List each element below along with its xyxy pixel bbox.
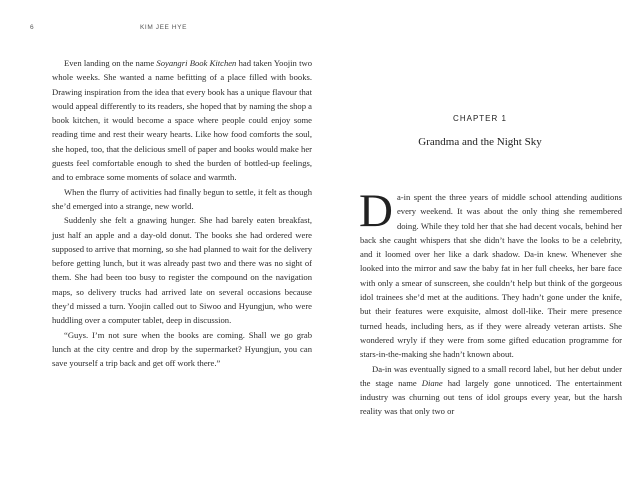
- page-number: 6: [30, 24, 35, 31]
- paragraph: “Guys. I’m not sure when the books are coming. Shall we go grab lunch at the city centre and drop by the supermarket? Hyungjun, you can save yourself a trip back and get off work there.”: [52, 329, 312, 369]
- paragraph: Da-in was eventually signed to a small record label, but her debut under the stage name Diane had largely gone unnoticed. The entertainment industry was churning out tens of idol groups every year, but the harsh reality was that only two or: [360, 363, 622, 417]
- italic-text: Diane: [421, 377, 443, 388]
- paragraph: Da-in spent the three years of middle school attending auditions every weekend. It was about the only thing she remembered doing. While they told her that she had decent vocals, behind her back she caught whispers that she didn’t have the looks to be a celebrity, and it loomed over her like a dark shadow. Da-in knew. Whenever she looked into the mirror and saw the baby fat in her full cheeks, her bare face with only a smear of sunscreen, she couldn’t help but think of the gorgeous idol trainees she’d met at the auditions. They hadn’t gone under the knife, but their features were exquisite, almost doll-like. Their mere presence turned heads, including hers, as if they were already veteran artists. She wondered wryly if they were from some gifted education programme for stars-in-the-making she hadn’t known about.: [359, 185, 622, 360]
- left-body-text: [52, 56, 312, 371]
- author-name: KIM JEE HYE: [140, 24, 188, 31]
- right-body-text: [359, 185, 622, 419]
- drop-cap: D: [359, 185, 393, 237]
- paragraph: Even landing on the name Soyangri Book Kitchen had taken Yoojin two whole weeks. She wanted a name befitting of a place filled with books. Drawing inspiration from the idea that every book has a unique flavour that would appeal differently to its readers, she hoped that by naming the shop a book kitchen, it would become a space where people could enjoy some reading time and rest their weary hearts. Like how food comforts the soul, she hoped, too, that the delicious smell of paper and books would make her guests feel comfortable enough to shed the burden of bottled-up feelings, and to embrace some moments of solace and warmth.: [52, 58, 312, 183]
- chapter-title: Grandma and the Night Sky: [418, 136, 542, 148]
- paragraph: Suddenly she felt a gnawing hunger. She had barely eaten breakfast, just half an apple and a day-old donut. The books she had ordered were supposed to arrive that morning, so she had planned to wait for the delivery before getting lunch, but it was already past two and there was no sight of them. She had been too busy to register the compound on the navigation maps, so delivery trucks had arrived late on several occasions because they’d missed a turn. Yoojin called out to Siwoo and Hyungjun, who were huddling over a computer tablet, deep in discussion.: [52, 215, 312, 326]
- italic-text: Soyangri Book Kitchen: [156, 58, 237, 68]
- chapter-label: CHAPTER 1: [453, 114, 507, 123]
- paragraph: When the flurry of activities had finally begun to settle, it felt as though she’d emerged into a strange, new world.: [52, 186, 312, 211]
- right-page: [320, 0, 640, 480]
